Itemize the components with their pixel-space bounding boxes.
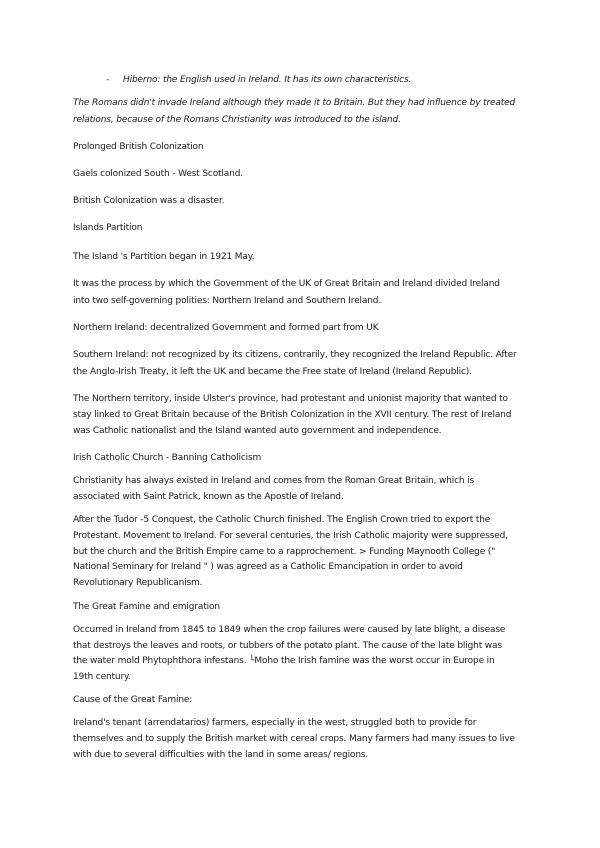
cause-line-3: with due to several difficulties with the land in some areas/ regions. [73,750,369,760]
bullet-dash: - [106,75,110,85]
heading-cause: Cause of the Great Famine: [73,695,193,705]
process-line-2: into two self-governing polities: Northern Ireland and Southern Ireland. [73,296,382,306]
romans-line-1: The Romans didn't invade Ireland although they made it to Britain. But they had influence by treated [73,98,516,108]
partition-began-paragraph: The Island 's Partition began in 1921 May. [73,252,255,262]
famine-line-2: that destroys the leaves and roots, or tubbers of the potato plant. The cause of the late blight was [73,641,502,651]
tudor-line-2: Protestant. Movement to Ireland. For several centuries, the Irish Catholic majority were suppressed, [73,531,508,541]
tudor-line-5: Revolutionary Republicanism. [73,578,203,588]
tudor-line-3: but the church and the British Empire came to a rapprochement. > Funding Maynooth College (" [73,547,496,557]
gaels-paragraph: Gaels colonized South - West Scotland. [73,169,243,179]
famine-line-1: Occurred in Ireland from 1845 to 1849 when the crop failures were caused by late blight, a disease [73,625,506,635]
territory-line-3: was Catholic nationalist and the Island wanted auto government and independence. [73,426,442,436]
famine-line-3: the water mold Phytophthora infestans. └Moho the Irish famine was the worst occur in Europe in [73,656,495,666]
heading-colonization: Prolonged British Colonization [73,142,204,152]
romans-line-2: relations, because of the Romans Christianity was introduced to the island. [73,115,401,125]
territory-line-2: stay linked to Great Britain because of the British Colonization in the XVII century. The rest of Ireland [73,410,512,420]
famine-line-4: 19th century. [73,672,131,682]
tudor-line-1: After the Tudor -5 Conquest, the Catholic Church finished. The English Crown tried to export the [73,515,491,525]
bullet-item [106,72,566,89]
heading-famine: The Great Famine and emigration [73,602,220,612]
cause-line-1: Ireland's tenant (arrendatarios) farmers, especially in the west, struggled both to provide for [73,718,477,728]
bullet-text: Hiberno: the English used in Ireland. It has its own characteristics. [123,75,412,85]
process-line-1: It was the process by which the Government of the UK of Great Britain and Ireland divided Ireland [73,279,500,289]
heading-church: Irish Catholic Church - Banning Catholicism [73,453,262,463]
christianity-line-1: Christianity has always existed in Ireland and comes from the Roman Great Britain, which is [73,476,475,486]
christianity-line-2: associated with Saint Patrick, known as the Apostle of Ireland. [73,492,344,502]
southern-line-2: the Anglo-Irish Treaty, it left the UK and became the Free state of Ireland (Ireland Republic). [73,367,472,377]
northern-paragraph: Northern Ireland: decentralized Government and formed part from UK [73,323,379,333]
cause-line-2: themselves and to supply the British market with cereal crops. Many farmers had many issues to live [73,734,515,744]
disaster-paragraph: British Colonization was a disaster. [73,196,225,206]
territory-line-1: The Northern territory, inside Ulster's province, had protestant and unionist majority that wanted to [73,394,508,404]
heading-partition: Islands Partition [73,223,143,233]
southern-line-1: Southern Ireland: not recognized by its citizens, contrarily, they recognized the Ireland Republic. After [73,350,517,360]
tudor-line-4: National Seminary for Ireland " ) was agreed as a Catholic Emancipation in order to avoid [73,562,463,572]
